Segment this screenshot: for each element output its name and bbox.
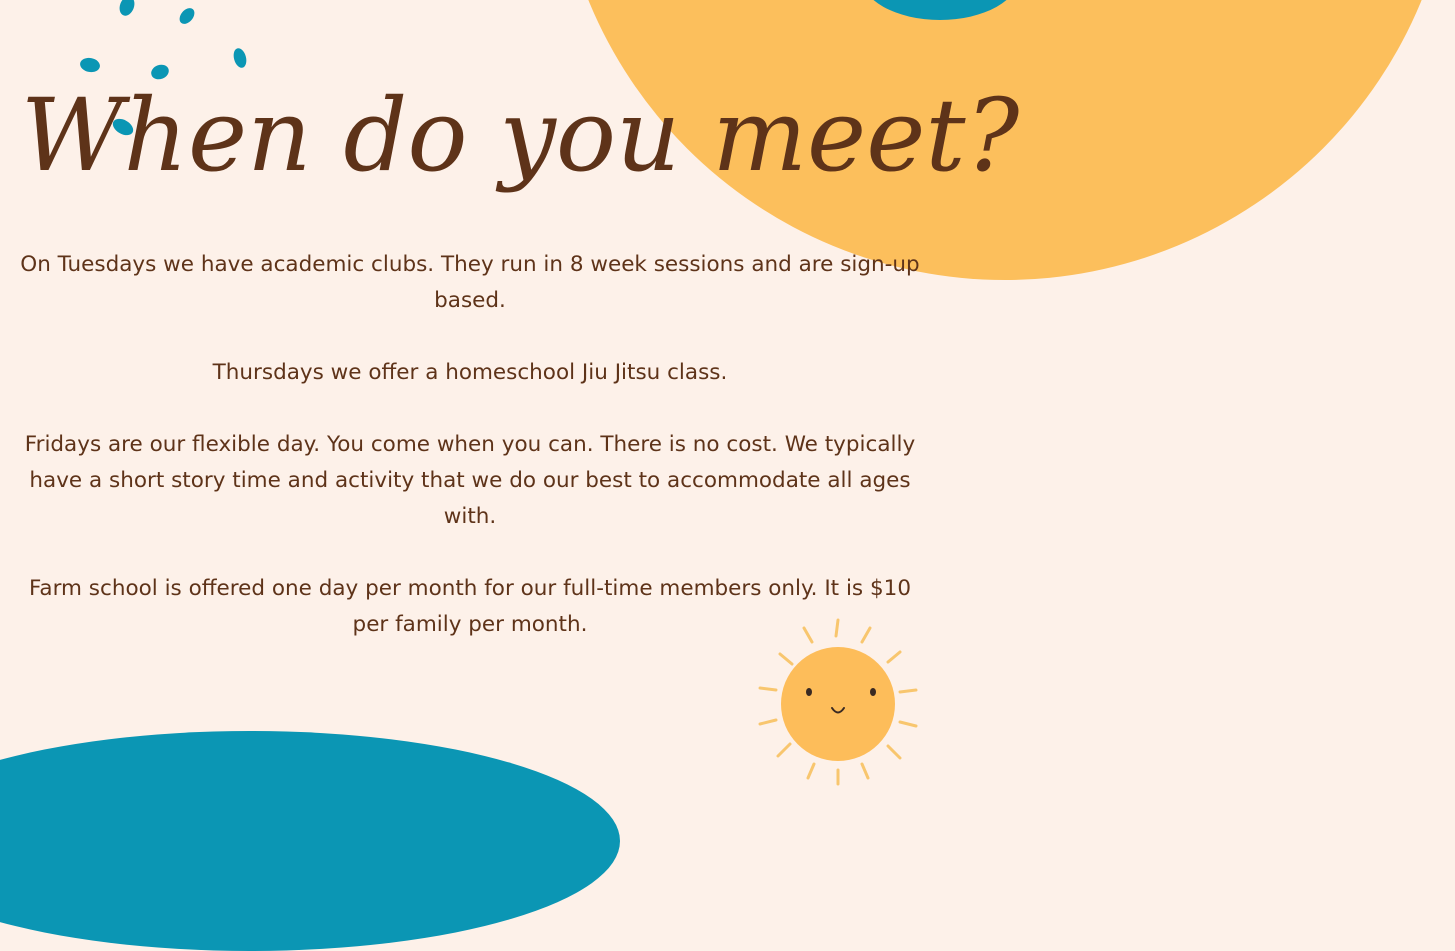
- sun-icon: [752, 616, 924, 788]
- paragraph-friday: Fridays are our flexible day. You come when you can. There is no cost. We typically have a short story time and activity that we do our best to accommodate all ages with.: [24, 432, 916, 529]
- schedule-text: [20, 247, 920, 643]
- headline-text: When do you meet?: [20, 77, 1020, 194]
- paragraph-farm-school: Farm school is offered one day per month for our full-time members only. It is $10 per family per month.: [29, 576, 911, 637]
- teal-blob-bottom-decoration: [0, 731, 620, 951]
- paragraph-tuesday: On Tuesdays we have academic clubs. They run in 8 week sessions and are sign-up based.: [20, 252, 920, 313]
- paragraph-thursday: Thursdays we offer a homeschool Jiu Jitsu class.: [212, 360, 728, 385]
- headline: [20, 40, 1020, 230]
